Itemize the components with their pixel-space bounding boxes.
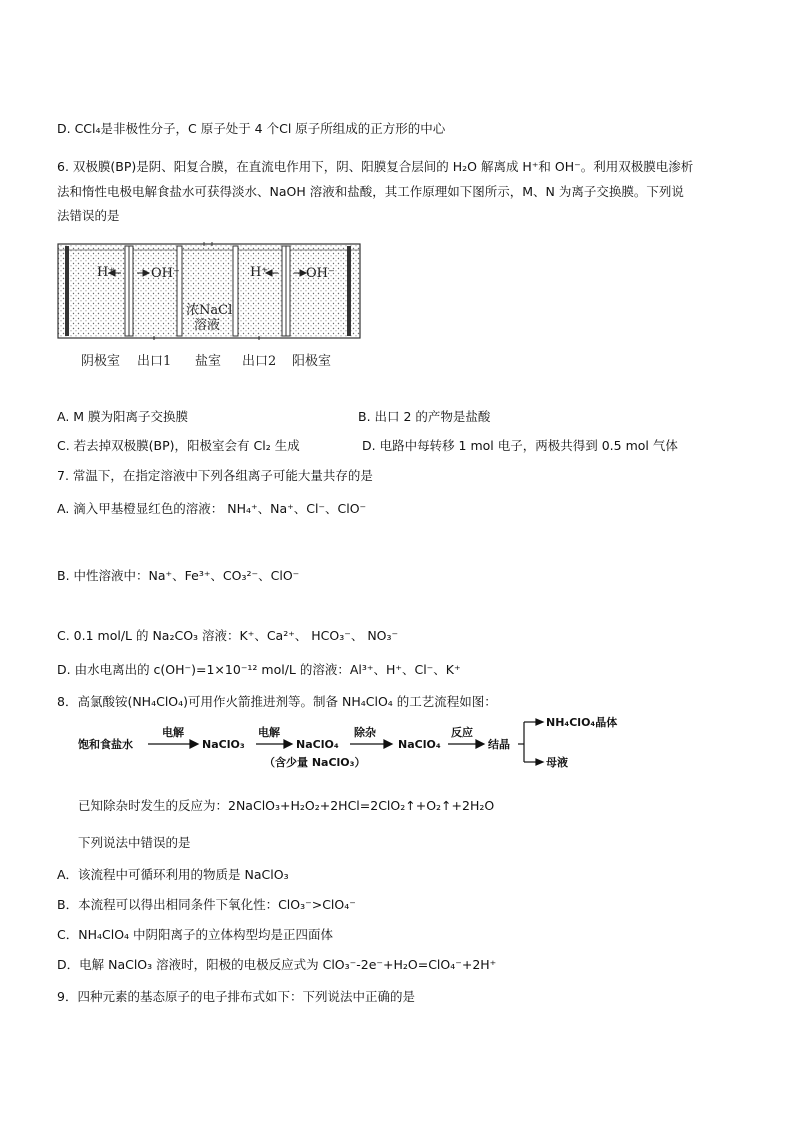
- diagram-label-cathode: 阴极室: [81, 354, 121, 369]
- electrolysis-cell-diagram: [57, 242, 361, 340]
- membrane-m: [177, 246, 182, 336]
- diagram-center-label-1: 浓NaCl: [186, 303, 233, 318]
- q6-stem-line2: 法和惰性电极电解食盐水可获得淡水、NaOH 溶液和盐酸，其工作原理如下图所示，M、N 为离子交换膜。下列说: [57, 184, 684, 199]
- membrane-n: [233, 246, 238, 336]
- q9-stem: 9．四种元素的基态原子的电子排布式如下：下列说法中正确的是: [57, 989, 415, 1004]
- q6-option-c: C. 若去掉双极膜(BP)，阳极室会有 Cl₂ 生成: [57, 438, 300, 453]
- diagram-h-ion-right: H⁺: [250, 265, 269, 280]
- q6-option-a: A. M 膜为阳离子交换膜: [57, 409, 189, 424]
- q6-option-d: D. 电路中每转移 1 mol 电子，两极共得到 0.5 mol 气体: [362, 438, 678, 453]
- flow-step2: 电解: [258, 726, 280, 739]
- flow-step1: 电解: [162, 726, 184, 739]
- flow-note: （含少量 NaClO₃）: [264, 756, 366, 769]
- q5-option-d: D. CCl₄是非极性分子，C 原子处于 4 个Cl 原子所组成的正方形的中心: [57, 121, 446, 136]
- flow-step3: 除杂: [354, 726, 376, 739]
- flow-start: 饱和食盐水: [78, 738, 133, 751]
- cathode-electrode: [65, 246, 69, 336]
- q6-stem-line1: 6. 双极膜(BP)是阴、阳复合膜，在直流电作用下，阴、阳膜复合层间的 H₂O 解离成 H⁺和 OH⁻。利用双极膜电渗析: [57, 159, 694, 174]
- diagram-label-outlet2: 出口2: [242, 354, 277, 369]
- q7-option-c: C. 0.1 mol/L 的 Na₂CO₃ 溶液：K⁺、Ca²⁺、 HCO₃⁻、 NO₃⁻: [57, 628, 399, 643]
- process-flow-diagram: [78, 716, 638, 778]
- q8-known-reaction: 已知除杂时发生的反应为：2NaClO₃+H₂O₂+2HCl=2ClO₂↑+O₂↑+2H₂O: [78, 798, 495, 813]
- anode-electrode: [347, 246, 351, 336]
- flow-output-mother-liquor: 母液: [546, 756, 568, 769]
- q8-stem: 8．高氯酸铵(NH₄ClO₄)可用作火箭推进剂等。制备 NH₄ClO₄ 的工艺流程如图：: [57, 694, 497, 709]
- diagram-h-ion-left: H⁺: [97, 265, 116, 280]
- diagram-label-anode: 阳极室: [292, 354, 332, 369]
- flow-step4: 反应: [451, 726, 473, 739]
- q7-option-d: D. 由水电离出的 c(OH⁻)=1×10⁻¹² mol/L 的溶液：Al³⁺、H⁺、Cl⁻、K⁺: [57, 662, 461, 677]
- diagram-label-salt: 盐室: [195, 354, 222, 369]
- flow-product3: NaClO₄: [398, 738, 441, 751]
- q6-stem-line3: 法错误的是: [57, 208, 120, 223]
- flow-product2: NaClO₄: [296, 738, 339, 751]
- flow-product1: NaClO₃: [202, 738, 245, 751]
- q8-option-c: C．NH₄ClO₄ 中阴阳离子的立体构型均是正四面体: [57, 927, 334, 942]
- q7-option-b: B. 中性溶液中：Na⁺、Fe³⁺、CO₃²⁻、ClO⁻: [57, 568, 300, 583]
- q7-stem: 7. 常温下，在指定溶液中下列各组离子可能大量共存的是: [57, 468, 373, 483]
- diagram-oh-ion-right: OH⁻: [306, 266, 335, 281]
- diagram-center-label-2: 溶液: [194, 318, 221, 333]
- q8-option-d: D．电解 NaClO₃ 溶液时，阳极的电极反应式为 ClO₃⁻-2e⁻+H₂O=ClO₄⁻+2H⁺: [57, 957, 497, 972]
- q8-ask: 下列说法中错误的是: [78, 835, 191, 850]
- q8-option-a: A．该流程中可循环利用的物质是 NaClO₃: [57, 867, 289, 882]
- q6-option-b: B. 出口 2 的产物是盐酸: [358, 409, 491, 424]
- diagram-label-outlet1: 出口1: [137, 354, 172, 369]
- flow-output-crystal: NH₄ClO₄晶体: [546, 716, 618, 729]
- q8-option-b: B．本流程可以得出相同条件下氧化性：ClO₃⁻>ClO₄⁻: [57, 897, 356, 912]
- diagram-oh-ion-left: OH⁻: [151, 266, 180, 281]
- flow-step5: 结晶: [488, 738, 510, 751]
- q7-option-a: A. 滴入甲基橙显红色的溶液： NH₄⁺、Na⁺、Cl⁻、ClO⁻: [57, 501, 367, 516]
